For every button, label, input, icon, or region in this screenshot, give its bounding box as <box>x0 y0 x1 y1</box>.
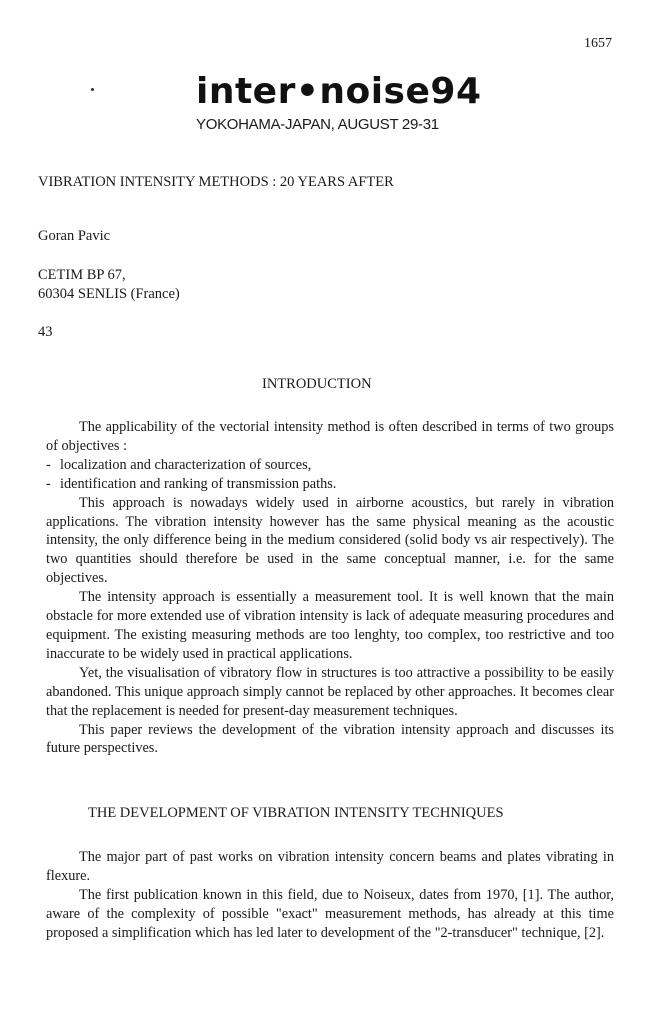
author-name: Goran Pavic <box>38 228 111 244</box>
paragraph: The first publication known in this field, due to Noiseux, dates from 1970, [1]. The author, aware of the complexity of possible "exact" measurement methods, has already at this time proposed a simplification which has led later to development of the "2-transducer" technique, [2]. <box>46 886 614 941</box>
conference-logo: inter•noise94 <box>196 71 482 112</box>
list-item <box>46 475 614 494</box>
paragraph: This paper reviews the development of the vibration intensity approach and discusses its future perspectives. <box>46 721 614 757</box>
paragraph: Yet, the visualisation of vibratory flow in structures is too attractive a possibility to be easily abandoned. This unique approach simply cannot be replaced by other approaches. It becomes clear that the replacement is needed for present-day measurement techniques. <box>46 664 614 719</box>
list-item-text: identification and ranking of transmission paths. <box>60 475 337 492</box>
author-affiliation <box>38 266 180 304</box>
introduction-body <box>46 418 614 758</box>
introduction-heading: INTRODUCTION <box>262 376 372 392</box>
development-heading: THE DEVELOPMENT OF VIBRATION INTENSITY TECHNIQUES <box>88 805 504 821</box>
bullet-dash: - <box>46 475 51 492</box>
list-item <box>46 456 614 475</box>
paragraph: The intensity approach is essentially a measurement tool. It is well known that the main obstacle for more extended use of vibration intensity is lack of adequate measuring procedures and equipment. The existing measuring methods are too lenghty, too complex, too restrictive and too inaccurate to be widely used in practical applications. <box>46 589 614 662</box>
paragraph: The major part of past works on vibration intensity concern beams and plates vibrating in flexure. <box>46 849 614 884</box>
paragraph: This approach is nowadays widely used in airborne acoustics, but rarely in vibration applications. The vibration intensity however has the same physical meaning as the acoustic intensity, the only difference being in the medium considered (solid body vs air respectively). The two quantities should therefore be used in the same conceptual manner, i.e. for the same objectives. <box>46 494 614 587</box>
affiliation-line-1: CETIM BP 67, <box>38 267 126 283</box>
conference-location: YOKOHAMA-JAPAN, AUGUST 29-31 <box>196 116 439 133</box>
development-body <box>46 848 614 943</box>
stray-dot <box>91 88 94 91</box>
paragraph: The applicability of the vectorial intensity method is often described in terms of two groups of objectives : <box>46 419 614 454</box>
paper-title: VIBRATION INTENSITY METHODS : 20 YEARS AFTER <box>38 174 394 190</box>
list-item-text: localization and characterization of sources, <box>60 456 312 473</box>
bullet-dash: - <box>46 456 51 473</box>
page-number: 1657 <box>584 36 612 51</box>
paper-number: 43 <box>38 324 53 340</box>
affiliation-line-2: 60304 SENLIS (France) <box>38 286 180 302</box>
